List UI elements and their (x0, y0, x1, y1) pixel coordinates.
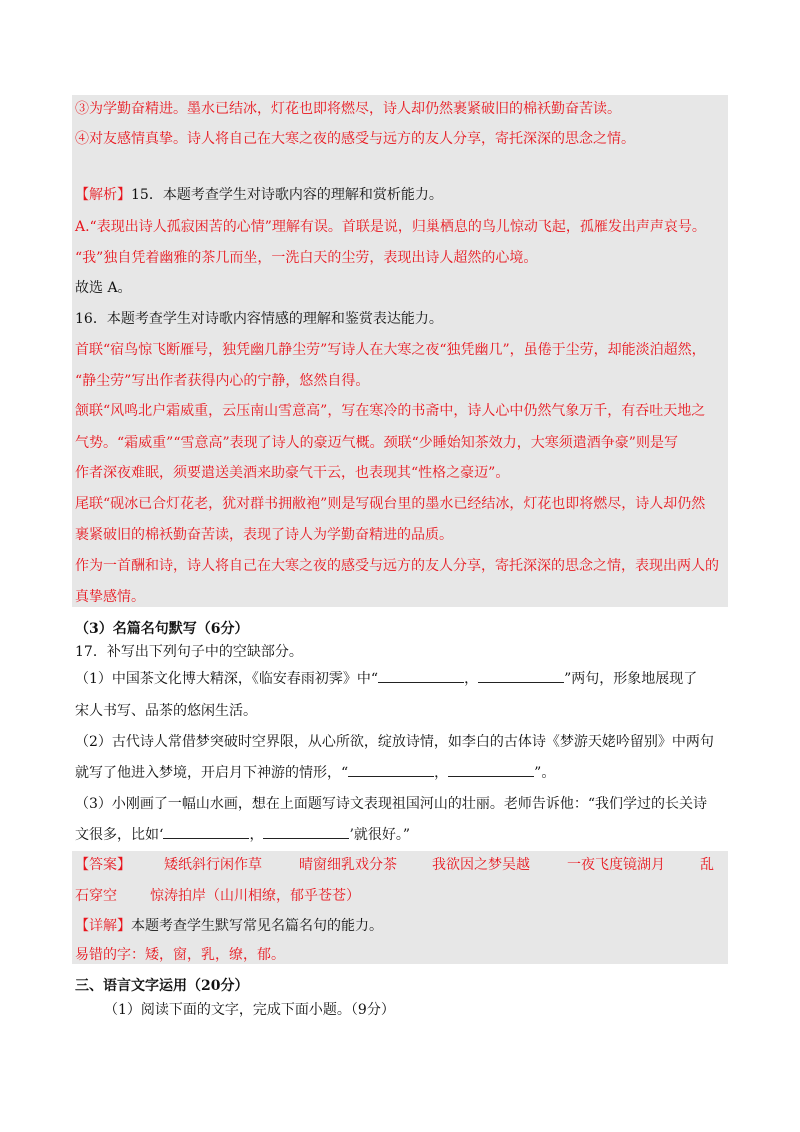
q17-sub2-blank2[interactable] (448, 764, 534, 777)
q16-line2: “静尘劳”写出作者获得内心的宁静，悠然自得。 (75, 373, 370, 389)
q17-sub2-cont (75, 764, 555, 782)
error-chars: 易错的字：矮，窗，乳，缭，郁。 (75, 947, 285, 963)
q17-sub3-text-b: 文很多，比如‘ (75, 827, 164, 843)
analysis-a-line1: A.“表现出诗人孤寂困苦的心情”理解有误。首联是说，归巢栖息的鸟儿惊动飞起，孤雁发出声声哀号。 (75, 219, 706, 235)
q17-sub2: （2）古代诗人常借梦突破时空界限，从心所欲，绽放诗情，如李白的古体诗《梦游天姥吟留别》中两句 (75, 734, 714, 750)
answer-point-4: ④对友感情真挚。诗人将自己在大寒之夜的感受与远方的友人分享，寄托深深的思念之情。 (75, 131, 635, 147)
q16-line8: 作为一首酬和诗，诗人将自己在大寒之夜的感受与远方的友人分享，寄托深深的思念之情，表现出两人的 (75, 558, 719, 574)
analysis-tag: 【解析】 (75, 187, 131, 203)
q17-sub3: （3）小刚画了一幅山水画，想在上面题写诗文表现祖国河山的壮丽。老师告诉他：“我们学过的长关诗 (75, 796, 708, 812)
q16-line9: 真挚感情。 (75, 589, 145, 605)
q17-sub3-text-c: ’就很好。” (349, 827, 411, 843)
q17-sub1 (75, 670, 697, 688)
q17-sub3-sep: ， (249, 827, 264, 843)
q16-line7: 裹紧破旧的棉袄勤奋苦读，表现了诗人为学勤奋精进的品质。 (75, 527, 453, 543)
answer-2: 晴窗细乳戏分茶 (299, 857, 397, 873)
analysis-text: 15．本题考查学生对诗歌内容的理解和赏析能力。 (131, 187, 443, 203)
q17-sub1-text-a: （1）中国茶文化博大精深，《临安春雨初霁》中“ (75, 671, 379, 687)
answer-tag: 【答案】 (75, 857, 131, 873)
q16-title: 16．本题考查学生对诗歌内容情感的理解和鉴赏表达能力。 (75, 311, 443, 327)
q17-sub2-blank1[interactable] (348, 764, 434, 777)
analysis-a-line2: “我”独自凭着幽雅的茶几而坐，一洗白天的尘劳，表现出诗人超然的心境。 (75, 250, 538, 266)
q17-sub2-text-c: ”。 (534, 765, 556, 781)
answer-6: 惊涛拍岸（山川相缭，郁乎苍苍） (150, 888, 360, 904)
answer-point-3: ③为学勤奋精进。墨水已结冰，灯花也即将燃尽，诗人却仍然裹紧破旧的棉袄勤奋苦读。 (75, 101, 621, 117)
q16-line6: 尾联“砚冰已合灯花老，犹对群书拥敝袍”则是写砚台里的墨水已经结冰，灯花也即将燃尽，诗人却仍然 (75, 496, 706, 512)
q17-prompt: 17．补写出下列句子中的空缺部分。 (75, 644, 303, 660)
q16-line4: 气势。“霜威重”“雪意高”表现了诗人的豪迈气概。颈联“少睡始知茶效力，大寒须遣酒争豪”则是写 (75, 435, 678, 451)
q16-line5: 作者深夜难眠，须要遣送美酒来助豪气干云，也表现其“性格之豪迈”。 (75, 465, 510, 481)
answer-1: 矮纸斜行闲作草 (164, 857, 262, 873)
analysis-a-line3: 故选 A。 (75, 280, 132, 296)
q16-line3: 颔联“风鸣北户霜威重，云压南山雪意高”，写在寒冷的书斋中，诗人心中仍然气象万千，有吞吐天地之 (75, 403, 706, 419)
q17-sub1-sep: ， (464, 671, 479, 687)
q17-sub1-blank1[interactable] (378, 670, 464, 683)
section-sub-reading: （1）阅读下面的文字，完成下面小题。（9分） (104, 1002, 395, 1018)
detail-text: 本题考查学生默写常见名篇名句的能力。 (131, 918, 383, 934)
q17-sub1-blank2[interactable] (478, 670, 564, 683)
q17-sub2-sep: ， (434, 765, 449, 781)
answer-5-start: 乱 (700, 857, 714, 873)
answer-4: 一夜飞度镜湖月 (567, 857, 665, 873)
q17-sub3-cont (75, 826, 410, 844)
q17-sub1-cont: 宋人书写、品茶的悠闲生活。 (75, 703, 257, 719)
section-heading-language: 三、语言文字运用（20分） (75, 978, 249, 994)
answer-5-end: 石穿空 (75, 888, 117, 904)
analysis-line (75, 186, 443, 204)
q17-sub1-text-b: ”两句，形象地展现了 (564, 671, 698, 687)
q17-sub2-text-b: 就写了他进入梦境，开启月下神游的情形，“ (75, 765, 349, 781)
q17-sub3-blank2[interactable] (263, 826, 349, 839)
section-heading-famous-lines: （3）名篇名句默写（6分） (75, 621, 249, 637)
q16-line1: 首联“宿鸟惊飞断雁号，独凭幽几静尘劳”写诗人在大寒之夜“独凭幽几”，虽倦于尘劳，却能淡泊超然， (75, 342, 706, 358)
answer-3: 我欲因之梦吴越 (432, 857, 530, 873)
detail-tag: 【详解】 (75, 918, 131, 934)
detail-line (75, 917, 383, 935)
q17-sub3-blank1[interactable] (163, 826, 249, 839)
